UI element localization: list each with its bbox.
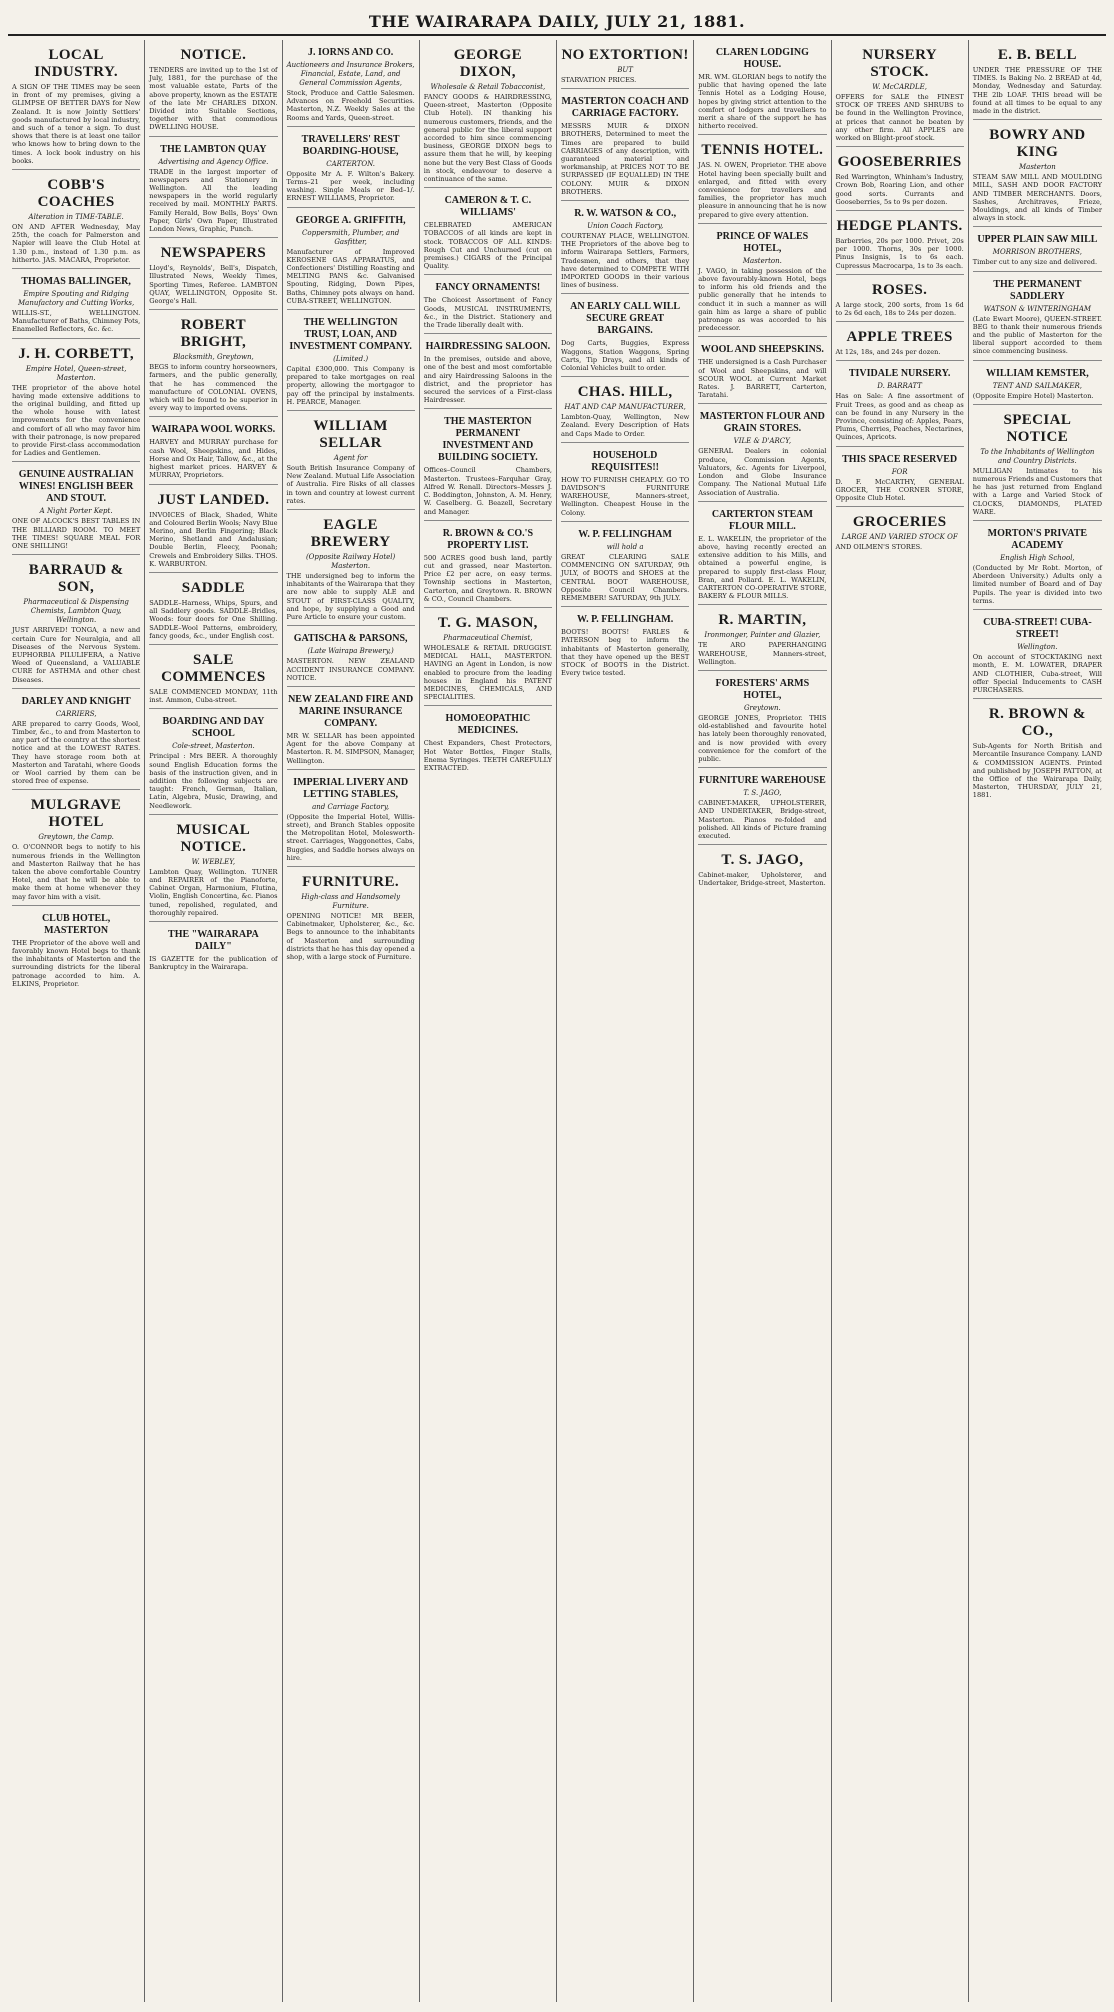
column-3 (283, 40, 420, 2002)
advertisement (149, 487, 277, 573)
ad-body: BOOTS! BOOTS! FARLES & PATERSON beg to inform the inhabitants of Masterton generally, that they have opened up the BEST STOCK of BOOTS in the District. Every twice tested. (561, 628, 690, 678)
ad-body: The Choicest Assortment of Fancy Goods, MUSICAL INSTRUMENTS, &c., in the District. Stationery and the Trade liberally dealt with. (423, 296, 552, 330)
advertisement (424, 708, 552, 776)
ad-subheading: CARRIERS, (55, 709, 97, 718)
column-1 (8, 40, 145, 2002)
ad-heading: THE PERMANENT SADDLERY (993, 278, 1082, 302)
ad-heading: GATISCHA & PARSONS, (293, 633, 408, 645)
ad-subheading: Wholesale & Retail Tobacconist, (430, 83, 546, 91)
ad-body: J. VAGO, in taking possession of the above favourably-known Hotel, begs to inform his old friends and the public generally that he intends to conduct it in such a manner as will gain him as large a share of public patronage as was accorded to his predecessor. (698, 266, 827, 333)
ad-subheading: BUT (617, 66, 633, 74)
ad-subheading: High-class and Handsomely Furniture. (301, 892, 401, 910)
ad-body: Dog Carts, Buggies, Express Waggons, Station Waggons, Spring Carts, Tip Drays, and all kinds of Colonial Vehicles built to order. (561, 339, 690, 373)
advertisement (12, 792, 140, 905)
ad-heading: CLAREN LODGING HOUSE. (715, 47, 809, 70)
ad-heading: THIS SPACE RESERVED (842, 453, 958, 465)
ad-subheading: Alteration in TIME-TABLE. (28, 213, 124, 222)
advertisement (561, 445, 689, 522)
ad-body: INVOICES of Black, Shaded, White and Coloured Berlin Wools; Navy Blue Merino, and Berlin Fingering; Black Merino, Shetland and Andalusian; Double Berlin, Fleecy, Poonah; Crewels and Embroidery Silks. THOS. K. WARBURTON. (149, 510, 278, 568)
ad-heading: AN EARLY CALL WILL SECURE GREAT BARGAINS. (570, 301, 681, 337)
advertisement (973, 523, 1102, 610)
advertisement (836, 42, 964, 147)
ad-subheading: (Opposite Railway Hotel) Masterton. (305, 553, 396, 571)
ad-heading: CHAS. HILL, (577, 384, 673, 401)
ad-heading: CUBA-STREET! CUBA-STREET! (983, 617, 1092, 641)
advertisement (287, 413, 415, 510)
ad-heading: R. BROWN & CO.'S PROPERTY LIST. (442, 527, 534, 551)
ad-body: ONE OF ALCOCK'S BEST TABLES IN THE BILLIARD ROOM. TO MEET THE TIMES! SQUARE MEAL FOR ONE SHILLING! (12, 517, 141, 551)
ad-subheading: Masterton. (742, 256, 782, 265)
advertisement (287, 129, 415, 208)
advertisement (149, 711, 277, 814)
ad-body: GENERAL Dealers in colonial produce, Commission Agents, Valuators, &c. Agents for Liverpool, London and Globe Insurance Company. The National Mutual Life Association of Australia. (698, 447, 827, 497)
ad-heading: LOCAL INDUSTRY. (34, 47, 119, 80)
ad-subheading: Greytown. (743, 703, 781, 712)
ad-heading: HAIRDRESSING SALOON. (425, 341, 551, 353)
advertisement (698, 339, 826, 404)
ad-subheading: (Limited.) (333, 355, 369, 364)
ad-body: JUST ARRIVED! TONGA, a new and certain Cure for Neuralgia, and all Diseases of the Nervous System. EUPHORBIA PILULIFERA, a Native Weed of Queensland, a VALUABLE CURE for ASTHMA and other chest Diseases. (12, 626, 141, 684)
ad-heading: CARTERTON STEAM FLOUR MILL. (711, 508, 813, 532)
ad-body: MASTERTON. NEW ZEALAND ACCIDENT INSURANCE COMPANY. NOTICE. (286, 657, 415, 682)
ad-body: (Opposite Empire Hotel) Masterton. (972, 391, 1094, 400)
ad-heading: EAGLE BREWERY (310, 517, 391, 551)
ad-subheading: Cole-street, Masterton. (172, 742, 255, 751)
ad-heading: MASTERTON COACH AND CARRIAGE FACTORY. (561, 96, 689, 120)
advertisement (149, 312, 277, 417)
ad-subheading: Greytown, the Camp. (38, 833, 114, 842)
advertisement (973, 229, 1102, 271)
ad-body: Manufacturer of Improved KEROSENE GAS APPARATUS, and Confectioners' Distilling Roasting and MELTING PANS &c. Galvanised Spouting, Ridging, Down Pipes, Baths, Chimney pots always on hand. CUBA-STREET, WELLINGTON. (286, 247, 415, 305)
advertisement (973, 407, 1102, 521)
ad-heading: FURNITURE WAREHOUSE (698, 775, 826, 787)
ad-heading: R. MARTIN, (718, 612, 807, 629)
ad-heading: J. H. CORBETT, (18, 345, 134, 362)
ad-heading: MULGRAVE HOTEL (30, 797, 122, 831)
ad-heading: BARRAUD & SON, (28, 562, 124, 596)
ad-body: WHOLESALE & RETAIL DRUGGIST. MEDICAL HALL, MASTERTON. HAVING an Agent in London, is now enabled to procure from the leading houses in England his PATENT MEDICINES, CHEMICALS, AND SPECIALITIES. (423, 643, 552, 702)
ad-body: MESSRS MUIR & DIXON BROTHERS, Determined to meet the Times are prepared to build CARRIAGES of any description, with guaranteed material and workmanship, at PRICES NOT TO BE SURPASSED (IF EQUALLED) IN THE COLONY. MUIR & DIXON BROTHERS. (561, 122, 690, 196)
ad-heading: UPPER PLAIN SAW MILL (977, 234, 1098, 246)
ad-subheading: Empire Spouting and Ridging Manufactory and Cutting Works, (17, 290, 135, 308)
ad-subheading: and Carriage Factory, (312, 802, 390, 811)
ad-heading: FANCY ORNAMENTS! (435, 282, 541, 294)
ad-heading: NOTICE. (180, 47, 247, 63)
ad-heading: THE MASTERTON PERMANENT INVESTMENT AND BUILDING SOCIETY. (438, 416, 538, 464)
advertisement (149, 240, 277, 310)
ad-body: (Opposite the Imperial Hotel, Willis-street), and Branch Stables opposite the Metropolitan Hotel, Molesworth-street. Carriages, Waggonettes, Cabs, Buggies, and Saddle horses always on hire. (286, 812, 415, 862)
ad-body: (Conducted by Mr Robt. Morton, of Aberdeen University.) Adults only a limited number of Board and of Day Pupils. The year is divided into two terms. (972, 564, 1102, 605)
ad-body: CELEBRATED AMERICAN TOBACCOS of all kinds are kept in stock. TOBACCOS OF ALL KINDS: Rough Cut and Unchurned (cut on premises.) CIGARS of the Principal Quality. (423, 221, 552, 271)
advertisement (973, 274, 1102, 361)
ad-heading: HEDGE PLANTS. (836, 218, 963, 235)
ad-body: MR. WM. GLORIAN begs to notify the public that having opened the late Tennis Hotel as a Lodging House, hopes by giving strict attention to the comfort of lodgers and travellers to merit a share of the support he has hitherto received. (698, 73, 827, 131)
ad-heading: WOOL AND SHEEPSKINS. (700, 344, 824, 356)
ad-heading: TRAVELLERS' REST BOARDING-HOUSE, (301, 133, 400, 157)
advertisement (12, 557, 140, 688)
ad-body: OPENING NOTICE! MR BEER, Cabinetmaker, Upholsterer, &c., &c. Begs to announce to the inhabitants of Masterton and surrounding districts that he has this day opened a shop, with a large stock of Furniture. (286, 911, 415, 961)
ad-heading: NEW ZEALAND FIRE AND MARINE INSURANCE COMPANY. (288, 693, 414, 729)
ad-heading: HOMOEOPATHIC MEDICINES. (445, 713, 531, 737)
advertisement (698, 226, 826, 338)
ad-heading: GROCERIES (852, 514, 947, 531)
ad-subheading: VILE & D'ARCY, (733, 437, 792, 446)
advertisement (561, 203, 689, 294)
ad-heading: ROBERT BRIGHT, (180, 317, 247, 351)
ad-heading: WILLIAM SELLAR (313, 418, 388, 452)
advertisement (149, 924, 277, 975)
ad-body: In the premises, outside and above, one of the best and most comfortable and airy Hairdressing Saloons in the district, and the proprietor has secured the services of a First-class Hairdresser. (423, 355, 552, 405)
ad-body: BEGS to inform country horseowners, farmers, and the public generally, that he has commenced the manufacture of COLONIAL OVENS, which will be found to be superior in every way to imported ovens. (149, 363, 278, 413)
ad-subheading: WATSON & WINTERINGHAM (983, 304, 1092, 313)
ad-body: OFFERS for SALE the FINEST STOCK OF TREES AND SHRUBS to be found in the Wellington Province, at prices that cannot be beaten by any other firm. All APPLES are worked on Blight-proof stock. (835, 93, 964, 143)
advertisement (149, 139, 277, 239)
advertisement (836, 213, 964, 275)
ad-heading: R. W. WATSON & CO., (574, 208, 677, 220)
advertisement (561, 91, 689, 201)
advertisement (424, 42, 552, 188)
advertisement (12, 172, 140, 269)
ad-body: E. L. WAKELIN, the proprietor of the above, having recently erected an extensive addition to his Mills, and obtained a powerful engine, is prepared to supply first-class Flour, Bran, and Pollard. E. L. WAKELIN, CARTERTON CO-OPERATIVE STORE, BAKERY & FLOUR MILLS. (698, 534, 827, 601)
advertisement (149, 419, 277, 484)
ad-heading: IMPERIAL LIVERY AND LETTING STABLES, (293, 776, 409, 800)
advertisement (698, 406, 826, 501)
ad-body: GEORGE JONES, Proprietor. THIS old-established and favourite hotel has lately been thoroughly renovated, and is now provided with every convenience for the comfort of the public. (698, 713, 827, 763)
ad-body: COURTENAY PLACE, WELLINGTON. THE Proprietors of the above beg to inform Wairarapa Settlers, Farmers, Tradesmen, and others, that they have determined to COMPETE WITH IMPORTED GOODS in their various lines of business. (561, 232, 690, 290)
column-7 (832, 40, 969, 2002)
ad-subheading: will hold a (606, 542, 644, 551)
ad-body: Lambton-Quay, Wellington, New Zealand. Every Description of Hats and Caps Made to Order. (561, 413, 690, 438)
ad-subheading: CARTERTON. (326, 159, 376, 168)
ad-subheading: Blacksmith, Greytown, (173, 353, 254, 362)
ad-body: STARVATION PRICES. (561, 76, 637, 84)
advertisement (287, 512, 415, 626)
ad-body: Cabinet-maker, Upholsterer, and Undertaker, Bridge-street, Masterton. (698, 871, 827, 888)
ad-body: Sub-Agents for North British and Mercantile Insurance Company. LAND & COMMISSION AGENTS. Printed and published by JOSEPH PATTON, at the Office of the Wairarapa Daily, Masterton, THURSDAY, JULY 21, 1881. (972, 742, 1102, 800)
advertisement (973, 612, 1102, 699)
ad-heading: WILLIAM KEMSTER, (985, 367, 1089, 379)
ad-heading: BOARDING AND DAY SCHOOL (162, 716, 265, 740)
ad-heading: JUST LANDED. (157, 491, 270, 508)
advertisement (424, 610, 552, 706)
advertisement (287, 42, 415, 127)
ad-body: ARE prepared to carry Goods, Wool, Timber, &c., to and from Masterton to any part of the country at the shortest notice and at the LOWEST RATES. They have storage room both at Masterton and Taratahi, where Goods or Wool carried by them can be stored free of expense. (12, 719, 141, 786)
ad-subheading: Union Coach Factory, (587, 222, 664, 231)
ad-body: (Late Ewart Moore), QUEEN-STREET. BEG to thank their numerous friends and the public of Masterton for the liberal support accorded to them since commencing business. (972, 314, 1102, 356)
ad-body: IS GAZETTE for the publication of Bankruptcy in the Wairarapa. (149, 954, 278, 972)
ad-heading: SPECIAL NOTICE (1003, 411, 1072, 445)
ad-heading: NURSERY STOCK. (862, 47, 938, 80)
advertisement (424, 277, 552, 334)
ad-body: Lambton Quay, Wellington. TUNER and REPAIRER of the Pianoforte, Cabinet Organ, Harmonium, Flutina, Violin, English Concertina, &c. Pianos tuned, repolished, regulated, and thoroughly repaired. (149, 867, 278, 917)
advertisement (561, 609, 689, 681)
column-5 (557, 40, 694, 2002)
ad-body: UNDER THE PRESSURE OF THE TIMES. Is Baking No. 2 BREAD at 4d, Monday, Wednesday and Saturday. THE 2lb LOAF. THIS bread will be found at all times to be equal to any made in the district. (972, 66, 1102, 116)
ad-body: THE undersigned beg to inform the inhabitants of the Wairarapa that they are now able to supply ALE and STOUT of FIRST-CLASS QUALITY, and hope, by supplying a Good and Pure Article to ensure your custom. (286, 572, 415, 622)
ad-body: On account of STOCKTAKING next month, E. M. LOWATER, DRAPER AND CLOTHIER, Cuba-street, Will offer Special Inducements to CASH PURCHASERS. (972, 653, 1102, 694)
advertisement (561, 379, 689, 443)
ad-subheading: D. BARRATT (877, 382, 922, 391)
masthead-title: THE WAIRARAPA DAILY, JULY 21, 1881. (368, 11, 746, 31)
advertisement (698, 770, 826, 845)
ad-heading: SALE COMMENCES (161, 651, 266, 685)
ad-subheading: English High School, (1000, 554, 1075, 563)
ad-heading: T. G. MASON, (437, 614, 538, 631)
ad-body: HOW TO FURNISH CHEAPLY. GO TO DAVIDSON'S FURNITURE WAREHOUSE, Manners-street, Wellington. Cheapest House in the Colony. (561, 475, 690, 517)
advertisement (149, 575, 277, 645)
advertisement (287, 869, 415, 965)
ad-heading: CAMERON & T. C. WILLIAMS' (444, 195, 532, 219)
ad-heading: GEORGE DIXON, (453, 47, 522, 80)
ad-body: 500 ACRES good bush land, partly cut and grassed, near Masterton. Price £2 per acre, on easy terms. Township sections in Masterton, Carterton, and Greytown. R. BROWN & CO., Council Chambers. (423, 553, 552, 603)
ad-body: Principal : Mrs BEER. A thoroughly sound English Education forms the basis of the instruction given, and in addition the following subjects are taught: French, German, Italian, Latin, Algebra, Music, Drawing, and Needlework. (149, 752, 278, 810)
ad-heading: FORESTERS' ARMS HOTEL, (715, 677, 810, 701)
advertisement (561, 296, 689, 377)
ad-body: STEAM SAW MILL AND MOULDING MILL, SASH AND DOOR FACTORY AND TIMBER MERCHANTS. Doors, Sashes, Architraves, Frieze, Mouldings, and all kinds of Timber always in stock. (972, 173, 1102, 223)
column-4 (420, 40, 557, 2002)
advertisement (698, 42, 826, 135)
ad-heading: TENNIS HOTEL. (701, 142, 824, 159)
ad-body: SADDLE–Harness, Whips, Spurs, and all Saddlery goods. SADDLE–Bridles, Woods: four doors for One Shilling. SADDLE–Wool Patterns, embroidery, fancy goods, &c., under English cost. (149, 598, 278, 640)
ad-body: MULLIGAN Intimates to his numerous Friends and Customers that he has just returned from England with a Large and Varied Stock of CLOCKS, DIAMONDS, PLATED WARE. (972, 466, 1102, 516)
ad-heading: E. B. BELL (997, 47, 1077, 63)
ad-subheading: TENT AND SAILMAKER, (992, 381, 1082, 390)
ad-heading: TIVIDALE NURSERY. (848, 368, 951, 380)
ad-heading: FURNITURE. (302, 873, 400, 890)
ad-body: D. F. McCARTHY, GENERAL GROCER, THE CORNER STORE, Opposite Club Hotel. (835, 477, 964, 503)
advertisement (424, 190, 552, 275)
column-2 (145, 40, 282, 2002)
ad-body: AND OILMEN'S STORES. (835, 543, 923, 552)
ad-heading: THOMAS BALLINGER, (21, 276, 131, 288)
ad-subheading: Empire Hotel, Queen-street, Masterton. (25, 364, 127, 382)
ad-body: ON AND AFTER Wednesday, May 25th, the coach for Palmerston and Napier will leave the Club Hotel at 1.30 p.m., instead of 1.30 p.m. as hitherto. JAS. MACARA, Proprietor. (12, 223, 141, 264)
advertisement (561, 524, 689, 607)
ad-body: FANCY GOODS & HAIRDRESSING, Queen-street, Masterton (Opposite Club Hotel). IN thanking his numerous customers, friends, and the general public for the liberal support accorded to him since commencing business, GEORGE DIXON begs to assure them that he will, by keeping none but the very Best Class of Goods in stock, endeavour to deserve a continuance of the same. (423, 93, 552, 184)
ad-heading: SADDLE (181, 579, 245, 596)
advertisement (836, 277, 964, 322)
ad-heading: W. P. FELLINGHAM. (577, 614, 674, 626)
ad-body: MR W. SELLAR has been appointed Agent for the above Company at Masterton. R. M. SIMPSON, Manager, Wellington. (286, 731, 415, 765)
ad-body: A large stock, 200 sorts, from 1s 6d to 2s 6d each, 18s to 24s per dozen. (835, 300, 964, 318)
ad-body: Barberries, 20s per 1000. Privet, 20s per 1000. Thorns, 30s per 1000. Pinus Insignis, 1s to 6s each. Cupressus Macrocarpa, 1s to 3s each. (835, 237, 964, 270)
ad-subheading: (Late Wairapa Brewery,) (307, 647, 394, 656)
advertisement (836, 149, 964, 211)
advertisement (973, 363, 1102, 405)
ad-subheading: Advertising and Agency Office. (158, 157, 269, 166)
ad-body: Chest Expanders, Chest Protectors, Hot Water Bottles, Finger Stalls, Enema Syringes. TEETH CAREFULLY EXTRACTED. (423, 739, 552, 772)
ad-body: TENDERS are invited up to the 1st of July, 1881, for the purchase of the most valuable estate, Parts of the above property, known as the ESTATE of the late Mr CHARLES DIXON. Divided into Suitable Sections, together with that commodious DWELLING HOUSE. (149, 66, 278, 132)
advertisement (836, 509, 964, 555)
ad-heading: GENUINE AUSTRALIAN WINES! ENGLISH BEER AND STOUT. (18, 469, 134, 505)
ad-subheading: Masterton (1018, 163, 1056, 172)
ad-body: Timber cut to any size and delivered. (972, 258, 1098, 267)
ad-heading: APPLE TREES (846, 329, 953, 346)
ad-body: CABINET-MAKER, UPHOLSTERER, AND UNDERTAKER, Bridge-street, Masterton. Pianos re-folded and polished. All kinds of Picture framing executed. (698, 799, 827, 840)
ad-body: Opposite Mr A. F. Wilton's Bakery. Terms–21 per week, including washing. Single Meals or Bed–1/. ERNEST WILLIAMS, Proprietor. (286, 169, 415, 203)
advertisement (12, 271, 140, 339)
advertisement (287, 628, 415, 687)
ad-heading: J. IORNS AND CO. (307, 47, 394, 58)
ad-heading: BOWRY AND KING (989, 127, 1086, 161)
ad-heading: HOUSEHOLD REQUISITES!! (591, 449, 660, 473)
ad-heading: WAIRAPA WOOL WORKS. (151, 424, 276, 436)
ad-body: At 12s, 18s, and 24s per dozen. (835, 348, 941, 357)
masthead (8, 8, 1106, 36)
advertisement (698, 607, 826, 671)
advertisement (287, 772, 415, 867)
ad-subheading: Wellington. (1017, 643, 1058, 652)
ad-heading: W. P. FELLINGHAM (578, 528, 672, 540)
ad-heading: THE "WAIRARAPA DAILY" (168, 928, 259, 952)
ad-body: Red Warrington, Whinham's Industry, Crown Bob, Roaring Lion, and other good sorts. Currants and Gooseberries, 5s to 9s per dozen. (835, 173, 964, 206)
ad-subheading: Auctioneers and Insurance Brokers, Financial, Estate, Land, and General Commission Agents, (286, 61, 415, 87)
ad-subheading: HAT AND CAP MANUFACTURER, (564, 403, 686, 412)
ad-heading: COBB'S COACHES (37, 177, 115, 211)
advertisement (149, 42, 277, 137)
ad-subheading: LARGE AND VARIED STOCK OF (841, 533, 958, 542)
advertisement (149, 817, 277, 922)
advertisement (698, 673, 826, 768)
ad-heading: MASTERTON FLOUR AND GRAIN STORES. (699, 411, 825, 435)
advertisement (287, 210, 415, 310)
advertisement (698, 137, 826, 223)
advertisement (836, 363, 964, 446)
ad-body: TRADE in the largest importer of newspapers and Stationery in Wellington. All the leading newspapers in the world regularly received by mail. MONTHLY PARTS. Family Herald, Bow Bells, Boys' Own Paper, Girls' Own Paper, Illustrated London News, Graphic, Punch. (149, 167, 278, 234)
ad-subheading: Ironmonger, Painter and Glazier, (704, 631, 821, 640)
ad-subheading: W. McCARDLE, (872, 83, 928, 91)
ad-body: SALE COMMENCED MONDAY, 11th inst. Ammon, Cuba-street. (149, 687, 278, 705)
advertisement (12, 691, 140, 791)
ad-subheading: MORRISON BROTHERS, (992, 248, 1082, 257)
ad-body: THE proprietor of the above hotel having made extensive additions to the original building, and fitted up the whole house with latest improvements for the convenience and comfort of all who may favor him with their patronage, is now prepared to provide First-class accommodation for Ladies and Gentlemen. (12, 383, 141, 458)
ad-heading: DARLEY AND KNIGHT (21, 695, 131, 707)
ad-subheading: Coppersmith, Plumber, and Gasfitter, (302, 228, 400, 246)
advertisement (973, 122, 1102, 227)
ad-heading: ROSES. (871, 281, 928, 298)
ad-body: O. O'CONNOR begs to notify to his numerous friends in the Wellington and Masterton Railway that he has taken the above comfortable Country Hotel, and that he will be able to make them at home whenever they may favor him with a visit. (12, 843, 141, 901)
ad-subheading: To the Inhabitants of Wellington and Country Districts. (980, 447, 1095, 465)
ad-heading: PRINCE OF WALES HOTEL, (716, 230, 809, 254)
advertisement (287, 312, 415, 411)
ad-body: TE ARO PAPERHANGING WAREHOUSE, Manners-street, Wellington. (698, 641, 827, 666)
columns-container (8, 40, 1106, 2002)
ad-body: A SIGN OF THE TIMES may be seen in front of my premises, giving a GLIMPSE OF BETTER DAYS for New Zealand. It is now Jointly Settlers' goods manufactured by local industry, and such of a tenor a sign. To dust shows that there is at least one tailor who knows how to bring down to the times. A lock book industry on his books. (12, 83, 141, 165)
advertisement (836, 449, 964, 508)
ad-subheading: W. WEBLEY, (191, 857, 236, 866)
ad-heading: THE WELLINGTON TRUST, LOAN, AND INVESTMENT COMPANY. (289, 317, 412, 353)
ad-body: Offices–Council Chambers, Masterton. Trustees–Farquhar Gray, Alfred W. Renall. Directors–Messrs J. C. Boddington, Johnston, A. M. Henry, W. Caselberg. G. Beazell, Secretary and Manager. (423, 466, 552, 516)
advertisement (287, 689, 415, 770)
advertisement (698, 504, 826, 606)
ad-subheading: T. S. JAGO, (743, 789, 782, 798)
ad-heading: NO EXTORTION! (561, 47, 689, 63)
advertisement (12, 464, 140, 555)
ad-body: JAS. N. OWEN, Proprietor. THE above Hotel having been specially built and enlarged, and fitted with every convenience for travellers and families, the proprietor has much pleasure in announcing that he is now prepared to give every attention. (698, 161, 827, 219)
advertisement (836, 324, 964, 361)
ad-heading: MUSICAL NOTICE. (176, 821, 251, 855)
column-8 (969, 40, 1106, 2002)
ad-subheading: Agent for (333, 454, 368, 463)
advertisement (973, 701, 1102, 803)
advertisement (424, 411, 552, 520)
ad-heading: GOOSEBERRIES (837, 154, 962, 171)
ad-body: Capital £300,000. This Company is prepared to take mortgages on real property, allowing the mortgagor to pay off the principal by instalments. H. PEARCE, Manager. (286, 365, 415, 406)
advertisement (698, 847, 826, 891)
ad-body: WILLIS-ST., WELLINGTON. Manufacturer of Baths, Chimney Pots, Enamelled Reflectors, &c. &c. (12, 309, 141, 334)
ad-subheading: Pharmaceutical Chemist, (443, 633, 533, 642)
ad-subheading: FOR (891, 467, 908, 476)
column-6 (694, 40, 831, 2002)
ad-heading: THE LAMBTON QUAY (160, 143, 267, 155)
advertisement (12, 341, 140, 463)
ad-heading: T. S. JAGO, (721, 852, 804, 869)
ad-body: South British Insurance Company of New Zealand. Mutual Life Association of Australia. Fire Risks of all classes in town and country at lowest current rates. (286, 464, 415, 505)
advertisement (12, 908, 140, 992)
ad-body: THE undersigned is a Cash Purchaser of Wool and Sheepskins, and will SCOUR WOOL at Current Market Rates. J. BARRETT, Carterton, Taratahi. (698, 358, 827, 400)
ad-heading: GEORGE A. GRIFFITH, (295, 214, 406, 226)
advertisement (561, 42, 689, 89)
ad-body: Stock, Produce and Cattle Salesmen. Advances on Freehold Securities. Masterton, N.Z. Weekly Sales at the Rooms and Yards, Queen-street. (286, 89, 415, 122)
advertisement (149, 647, 277, 709)
ad-heading: MORTON'S PRIVATE ACADEMY (987, 528, 1088, 552)
advertisement (12, 42, 140, 170)
advertisement (973, 42, 1102, 120)
advertisement (424, 336, 552, 409)
ad-subheading: A Night Porter Kept. (39, 507, 113, 516)
ad-subheading: Pharmaceutical & Dispensing Chemists, Lambton Quay, Wellington. (23, 598, 129, 625)
ad-body: GREAT CLEARING SALE COMMENCING ON SATURDAY, 9th JULY, of BOOTS and SHOES at the CENTRAL BOOT WAREHOUSE, Opposite Council Chambers. REMEMBER! SATURDAY, 9th JULY. (561, 552, 690, 602)
ad-heading: CLUB HOTEL, MASTERTON (41, 912, 111, 936)
ad-body: Lloyd's, Reynolds', Bell's, Dispatch, Illustrated News, Weekly Times, Sporting Times, Referee. LAMBTON QUAY, WELLINGTON, Opposite St. George's Hall. (149, 264, 278, 306)
ad-heading: NEWSPAPERS (160, 245, 267, 262)
ad-body: HARVEY and MURRAY purchase for cash Wool, Sheepskins, and Hides, Horse and Ox Hair, Tallow, &c., at the highest market prices. HARVEY & MURRAY, Proprietors. (149, 438, 278, 480)
ad-body: Has on Sale: A fine assortment of Fruit Trees, as good and as cheap as can be found in any Nursery in the Province, consisting of: Apples, Pears, Plums, Cherries, Peaches, Nectarines, Quinces, Apricots. (835, 392, 964, 442)
ad-heading: R. BROWN & CO., (988, 706, 1086, 740)
advertisement (424, 523, 552, 608)
ad-body: THE Proprietor of the above well and favorably known Hotel begs to thank the inhabitants of Masterton and the surrounding districts for the liberal patronage accorded to him. A. ELKINS, Proprietor. (12, 938, 141, 988)
